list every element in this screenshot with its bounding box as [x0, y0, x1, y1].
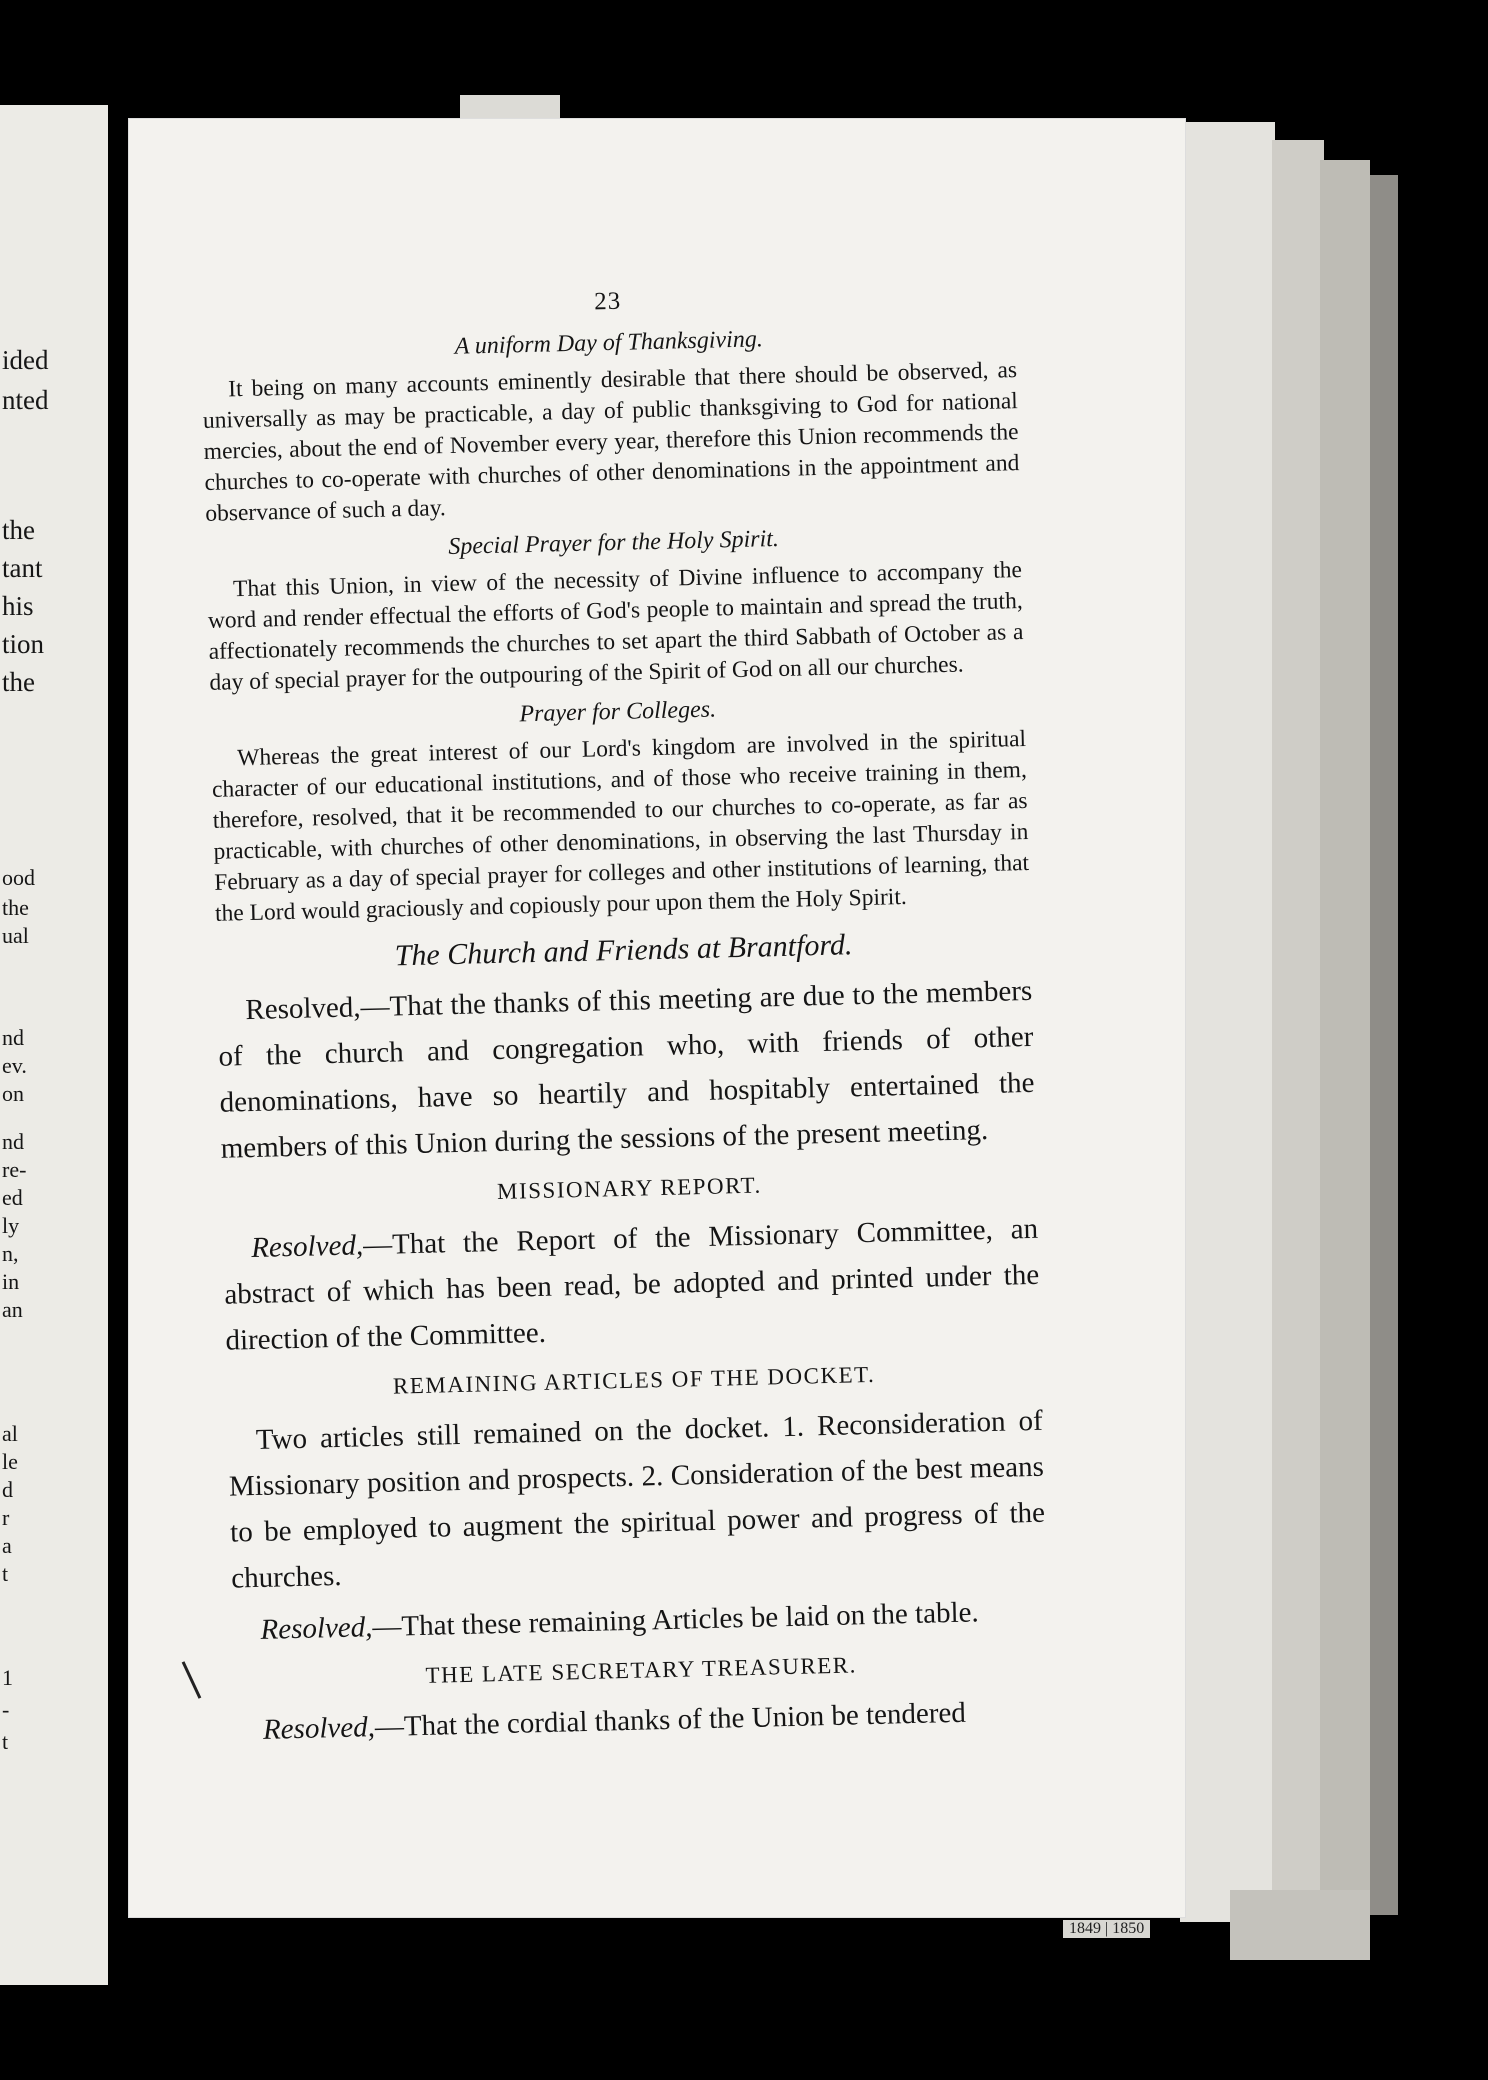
section-heading-thanksgiving: A uniform Day of Thanksgiving. — [454, 326, 764, 360]
margin-fragment: on — [2, 1081, 24, 1106]
paragraph-missionary — [223, 1206, 1041, 1364]
resolution-text: —That the Report of the Missionary Committee, an abstract of which has been read, be adopted and printed under the direction of the Committee. — [223, 1212, 1040, 1357]
volume-stub-label: 1849 | 1850 — [1063, 1920, 1150, 1938]
margin-fragment: ual — [2, 923, 29, 948]
margin-fragment: the — [2, 667, 35, 697]
margin-fragment: al — [2, 1421, 18, 1446]
page-edge — [1272, 140, 1324, 1940]
margin-fragment: re- — [2, 1157, 27, 1182]
margin-fragment: 1 — [2, 1665, 13, 1690]
paragraph-secretary — [234, 1688, 1050, 1754]
resolution-text: —That these remaining Articles be laid on the table. — [372, 1596, 980, 1644]
section-heading-missionary: MISSIONARY REPORT. — [496, 1172, 762, 1205]
margin-fragment: tant — [2, 553, 43, 583]
margin-fragment: his — [2, 591, 34, 621]
margin-fragment: nd — [2, 1129, 24, 1154]
page-number: 23 — [593, 287, 622, 316]
resolved-label: Resolved, — [250, 1229, 364, 1265]
margin-fragment: t — [2, 1729, 9, 1754]
resolved-label: Resolved, — [260, 1611, 373, 1646]
margin-fragment: nted — [2, 385, 49, 415]
section-heading-docket: REMAINING ARTICLES OF THE DOCKET. — [392, 1361, 876, 1399]
paragraph-brantford: Resolved,—That the thanks of this meeting are due to the members of the church and congregation who, with friends of other denominations, have so heartily and hospitably entertained the members of this Union during the sessions of the present meeting. — [218, 974, 1035, 1165]
resolution-text: —That the cordial thanks of the Union be tendered — [374, 1696, 967, 1744]
margin-fragment: an — [2, 1297, 23, 1322]
document-page — [128, 118, 1186, 1918]
paragraph-thanksgiving: It being on many accounts eminently desirable that there should be observed, as universally as may be practicable, a day of public thanksgiving to God for national mercies, about the end of November every year, therefore this Union recommends the churches to co-operate with churches of other denominations in the appointment and observance of such a day. — [202, 357, 1020, 527]
page-content — [200, 278, 1050, 1759]
page-edge — [1230, 1890, 1370, 1960]
margin-fragment: ly — [2, 1213, 20, 1238]
section-heading-secretary: THE LATE SECRETARY TREASURER. — [425, 1652, 858, 1688]
margin-fragment: ev. — [2, 1053, 27, 1078]
margin-fragment: in — [2, 1269, 20, 1294]
margin-fragment: t — [2, 1561, 9, 1586]
paragraph-docket: Two articles still remained on the docket. 1. Reconsideration of Missionary position and prospects. 2. Consideration of the best means to be employed to augment the spiritual power and progress of the churches. — [228, 1404, 1046, 1595]
section-heading-prayer-spirit: Special Prayer for the Holy Spirit. — [448, 525, 780, 561]
margin-fragment: - — [2, 1697, 10, 1722]
margin-fragment: n, — [2, 1241, 19, 1266]
margin-fragment: r — [2, 1505, 10, 1530]
margin-fragment: a — [2, 1533, 12, 1558]
margin-fragment: ided — [2, 345, 49, 375]
page-edge — [1320, 160, 1370, 1920]
resolved-label: Resolved, — [262, 1711, 376, 1746]
margin-fragment: tion — [2, 629, 45, 659]
margin-fragment: the — [2, 895, 29, 920]
section-heading-prayer-colleges: Prayer for Colleges. — [519, 696, 717, 728]
margin-fragment: the — [2, 515, 35, 545]
left-facing-page — [0, 105, 108, 1985]
page-edge — [1370, 175, 1398, 1915]
margin-fragment: d — [2, 1477, 13, 1502]
page-edge — [1180, 122, 1275, 1922]
margin-fragment: nd — [2, 1025, 24, 1050]
margin-fragment: le — [2, 1449, 18, 1474]
section-heading-brantford: The Church and Friends at Brantford. — [394, 928, 853, 973]
margin-fragment: ood — [2, 865, 35, 890]
paragraph-prayer-spirit: That this Union, in view of the necessity of Divine influence to accompany the word and render effectual the efforts of God's people to maintain and spread the truth, affectionately recommends the churches to set apart the third Sabbath of October as a day of special prayer for the outpouring of the Spirit of God on all our churches. — [207, 557, 1024, 696]
margin-fragment: ed — [2, 1185, 23, 1210]
paragraph-prayer-colleges: Whereas the great interest of our Lord's kingdom are involved in the spiritual character of our educational institutions, and of those who receive training in them, therefore, resolved, that it be recommended to our churches to co-operate, as far as practicable, with churches of other denominations, in observing the last Thursday in February as a day of special prayer for colleges and other institutions of learning, that the Lord would graciously and copiously pour upon them the Holy Spirit. — [211, 725, 1030, 927]
